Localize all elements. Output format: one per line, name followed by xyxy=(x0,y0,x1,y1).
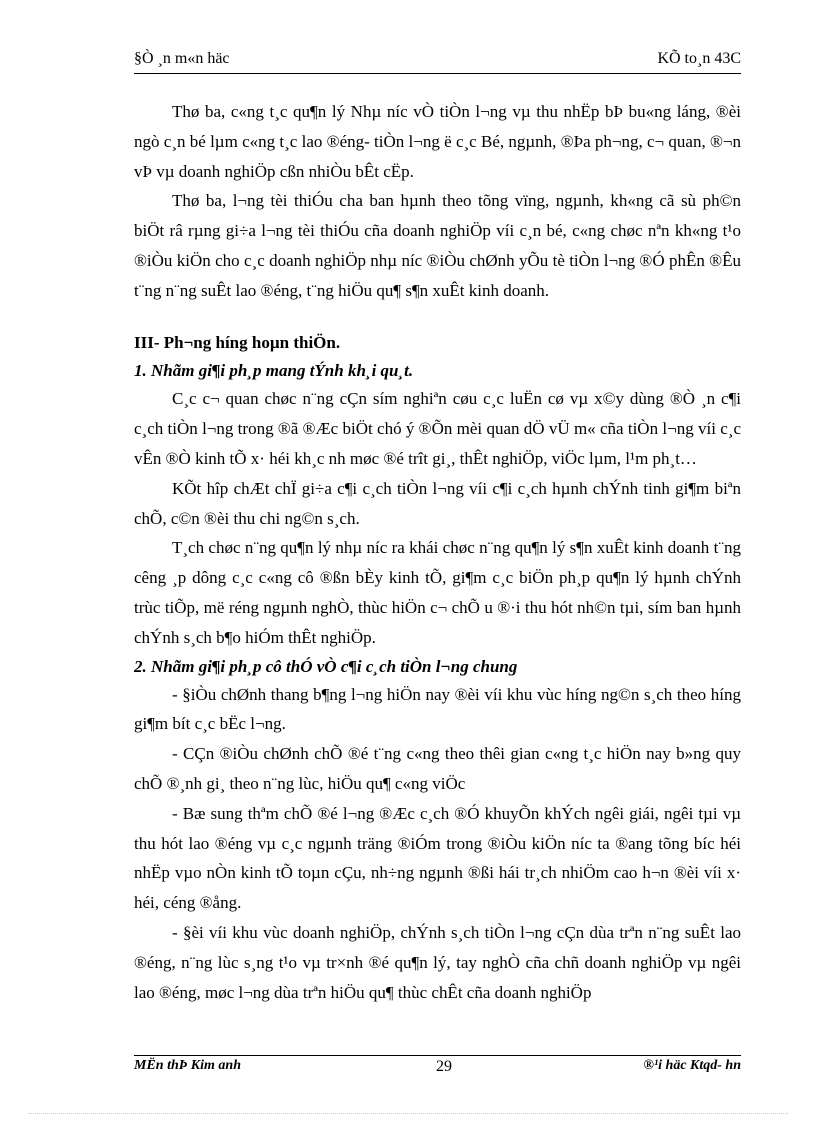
subsection-heading: 2. Nhãm gi¶i ph¸p cô thÓ vÒ c¶i c¸ch tiÒn l¬ng chung xyxy=(134,656,518,676)
list-paragraph: - §èi víi khu vùc doanh nghiÖp, chÝnh s¸ch tiÒn l¬ng cÇn dùa trªn n¨ng suÊt lao ®éng, n¨ng lùc s¸ng t¹o vµ tr×nh ®é qu¶n lý, tay nghÒ cña chñ doanh nghiÖp vµ ngêi lao ®éng, møc l¬ng dùa trªn hiÖu qu¶ thùc chÊt cña doanh nghiÖp xyxy=(134,922,741,1002)
page-edge-dotted-line xyxy=(28,1113,788,1114)
footer-author: MËn thÞ Kim anh xyxy=(134,1058,241,1073)
list-paragraph: - §iÒu chØnh thang b¶ng l¬ng hiÖn nay ®èi víi khu vùc híng ng©n s¸ch theo híng gi¶m bít c¸c bËc l¬ng. xyxy=(134,684,741,734)
header-rule xyxy=(134,73,741,74)
document-body xyxy=(134,97,741,1007)
subsection-heading: 1. Nhãm gi¶i ph¸p mang tÝnh kh¸i qu¸t. xyxy=(134,361,414,381)
section-heading: III- Ph¬ng híng hoµn thiÖn. xyxy=(134,332,341,352)
paragraph: Thø ba, l¬ng tèi thiÓu cha ban hµnh theo tõng vïng, ngµnh, kh«ng cã sù ph©n biÖt râ rµng gi÷a l¬ng tèi thiÓu cña doanh nghiÖp víi c¸n bé, c«ng chøc nªn kh«ng t¹o ®iÒu kiÖn cho c¸c doanh nghiÖp nhµ níc ®iÒu chØnh yÕu tè tiÒn l¬ng ®Ó phÊn ®Êu t¨ng n¨ng suÊt lao ®éng, t¨ng hiÖu qu¶ s¶n xuÊt kinh doanh. xyxy=(134,191,741,300)
header-left-text: §Ò ¸n m«n häc xyxy=(134,50,230,67)
paragraph: T¸ch chøc n¨ng qu¶n lý nhµ níc ra khái chøc n¨ng qu¶n lý s¶n xuÊt kinh doanh t¨ng cêng ¸p dông c¸c c«ng cô ®ßn bÈy kinh tÕ, gi¶m c¸c biÖn ph¸p qu¶n lý hµnh chÝnh trùc tiÕp, më réng ngµnh nghÒ, thùc hiÖn c¬ chÕ u ®·i thu hót nh©n tµi, sím ban hµnh chÝnh s¸ch b¶o hiÓm thÊt nghiÖp. xyxy=(134,538,741,647)
paragraph: Thø ba, c«ng t¸c qu¶n lý Nhµ níc vÒ tiÒn l¬ng vµ thu nhËp bÞ bu«ng láng, ®èi ngò c¸n bé lµm c«ng t¸c lao ®éng- tiÒn l¬ng ë c¸c Bé, ngµnh, ®Þa ph¬ng, c¬ quan, ®¬n vÞ vµ doanh nghiÖp cßn nhiÒu bÊt cËp. xyxy=(134,102,741,181)
page-number: 29 xyxy=(436,1058,452,1075)
page-header xyxy=(134,50,741,72)
paragraph: C¸c c¬ quan chøc n¨ng cÇn sím nghiªn cøu c¸c luËn cø vµ x©y dùng ®Ò ¸n c¶i c¸ch tiÒn l¬ng trong ®ã ®Æc biÖt chó ý ®Õn mèi quan dÖ vÜ m« cña tiÒn l¬ng víi c¸c vÊn ®Ò kinh tÕ x· héi kh¸c nh møc ®é trît gi¸, thÊt nghiÖp, viÖc lµm, l¹m ph¸t… xyxy=(134,389,741,468)
footer-rule xyxy=(134,1055,741,1056)
list-paragraph: - Bæ sung thªm chÕ ®é l¬ng ®Æc c¸ch ®Ó khuyÕn khÝch ngêi giái, ngêi tµi vµ thu hót lao ®éng vµ c¸c ngµnh träng ®iÓm trong ®iÒu kiÖn níc ta ®ang tõng bíc héi nhËp vµo nÒn kinh tÕ toµn cÇu, nh÷ng ngµnh ®ßi hái tr¸ch nhiÖm cao h¬n ®èi víi x· héi, céng ®ång. xyxy=(134,803,741,913)
list-paragraph: - CÇn ®iÒu chØnh chÕ ®é t¨ng c«ng theo thêi gian c«ng t¸c hiÖn nay b»ng quy chÕ ®¸nh gi¸ theo n¨ng lùc, hiÖu qu¶ c«ng viÖc xyxy=(134,744,741,793)
header-right-text: KÕ to¸n 43C xyxy=(657,50,741,67)
paragraph: KÕt hîp chÆt chÏ gi÷a c¶i c¸ch tiÒn l¬ng víi c¶i c¸ch hµnh chÝnh tinh gi¶m biªn chÕ, c©n ®èi thu chi ng©n s¸ch. xyxy=(134,478,741,528)
page-footer xyxy=(134,1058,741,1080)
spacer xyxy=(134,306,741,328)
footer-institution: ®¹i häc Ktqd- hn xyxy=(643,1058,741,1073)
